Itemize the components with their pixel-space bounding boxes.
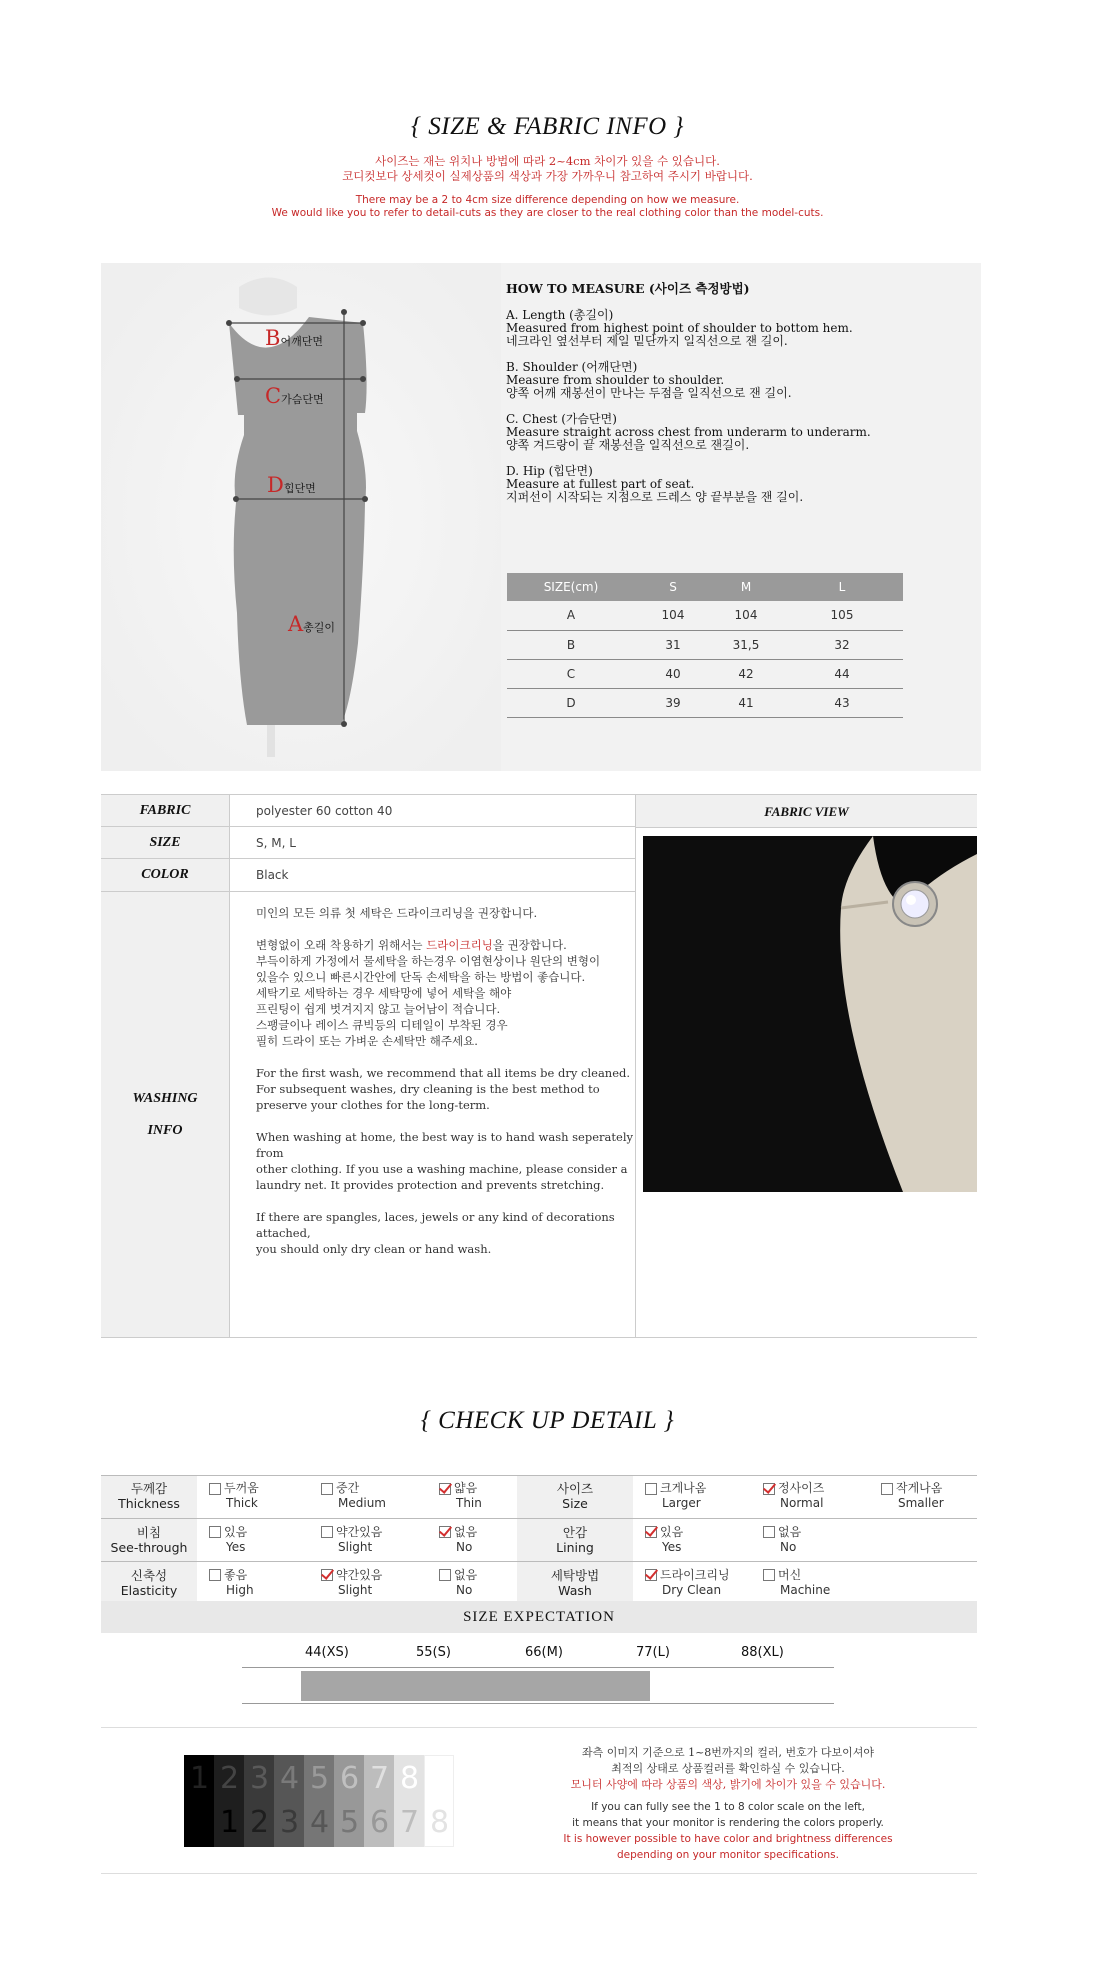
checkup-row-thickness bbox=[101, 1475, 977, 1518]
size-expectation-title: SIZE EXPECTATION bbox=[101, 1601, 977, 1633]
checked-checkbox-icon[interactable] bbox=[645, 1569, 657, 1581]
measure-item-d: D. Hip (힙단면) Measure at fullest part of seat. 지퍼선이 시작되는 지점으로 드레스 양 끝부분을 잰 길이. bbox=[506, 464, 804, 504]
checkbox-icon[interactable] bbox=[209, 1483, 221, 1495]
checkbox-icon[interactable] bbox=[321, 1483, 333, 1495]
checkbox-icon[interactable] bbox=[763, 1526, 775, 1538]
category-size: 사이즈 Size bbox=[517, 1475, 633, 1518]
color-label: COLOR bbox=[101, 859, 229, 892]
checkup-row-see-through bbox=[101, 1518, 977, 1561]
size-label-l: 77(L) bbox=[636, 1645, 670, 1660]
scale-number: 2 bbox=[220, 1761, 240, 1796]
option-yes[interactable]: 있음 Yes bbox=[197, 1518, 309, 1561]
divider bbox=[101, 1873, 977, 1874]
option-lining-yes[interactable]: 있음 Yes bbox=[633, 1518, 751, 1561]
empty-cell bbox=[869, 1561, 977, 1604]
size-table bbox=[507, 573, 903, 718]
scale-number: 3 bbox=[250, 1761, 270, 1796]
size-value: S, M, L bbox=[229, 827, 635, 859]
scale-number: 3 bbox=[280, 1805, 300, 1840]
notice-ko-2: 코디컷보다 상세컷이 실제상품의 색상과 가장 가까우니 참고하여 주시기 바랍니다. bbox=[342, 169, 753, 183]
table-row: B 31 31,5 32 bbox=[507, 630, 903, 659]
scale-number: 8 bbox=[400, 1761, 420, 1796]
option-smaller[interactable]: 작게나옴 Smaller bbox=[869, 1475, 977, 1518]
fabric-bottom-rule bbox=[101, 1337, 977, 1338]
option-high[interactable]: 좋음 High bbox=[197, 1561, 309, 1604]
checked-checkbox-icon[interactable] bbox=[439, 1483, 451, 1495]
scale-number: 6 bbox=[370, 1805, 390, 1840]
option-thick[interactable]: 두꺼움 Thick bbox=[197, 1475, 309, 1518]
checked-checkbox-icon[interactable] bbox=[763, 1483, 775, 1495]
checkup-row-elasticity bbox=[101, 1561, 977, 1604]
category-see-through: 비침 See-through bbox=[101, 1518, 197, 1561]
checkbox-icon[interactable] bbox=[645, 1483, 657, 1495]
option-thin[interactable]: 얇음 Thin bbox=[427, 1475, 517, 1518]
divider bbox=[101, 1727, 977, 1728]
how-to-measure-heading: HOW TO MEASURE (사이즈 측정방법) bbox=[506, 281, 750, 296]
label-c: C가슴단면 bbox=[265, 384, 324, 408]
fabric-view-image bbox=[643, 836, 977, 1192]
monitor-notice: 좌측 이미지 기준으로 1~8번까지의 컬러, 번호가 다보이셔야 최적의 상태로 상품컬러를 확인하실 수 있습니다. 모니터 사양에 따라 상품의 색상, 밝기에 차이가 있을 수 있습니다. If you can fully see the 1 to 8 color scale on the left, it means that your monitor is rendering the colors properly. It is however possible to have color and brightness differences depending on your monitor specifications. bbox=[563, 1746, 893, 1861]
scale-number: 7 bbox=[370, 1761, 390, 1796]
gray-scale-chart bbox=[184, 1755, 456, 1847]
checked-checkbox-icon[interactable] bbox=[439, 1526, 451, 1538]
table-row: D 39 41 43 bbox=[507, 688, 903, 717]
scale-number: 5 bbox=[340, 1805, 360, 1840]
checked-checkbox-icon[interactable] bbox=[321, 1569, 333, 1581]
scale-number: 4 bbox=[280, 1761, 300, 1796]
option-elastic-slight[interactable]: 약간있음 Slight bbox=[309, 1561, 427, 1604]
page-title: { SIZE & FABRIC INFO } bbox=[411, 113, 684, 140]
washing-info: 미인의 모든 의류 첫 세탁은 드라이크리닝을 권장합니다. 변형없이 오래 착용하기 위해서는 드라이크리닝을 권장합니다. 부득이하게 가정에서 물세탁을 하는경우 이염현상이나 원단의 변형이 있을수 있으니 빠른시간안에 단독 손세탁을 하는 방법이 좋습니다. 세탁기로 세탁하는 경우 세탁망에 넣어 세탁을 해야 프린팅이 쉽게 벗겨지지 않고 늘어남이 적습니다. 스팽글이나 레이스 큐빅등의 디테일이 부착된 경우 필히 드라이 또는 가벼운 손세탁만 해주세요. For the first wash, we recommend that all items be dry cleaned. For subsequent washes, dry cleaning is the best method to preserve your clothes for the long-term. When washing at home, the best way is to hand wash seperately from other clothing. If you use a washing machine, please consider a laundry net. It provides protection and prevents stretching. If there are spangles, laces, jewels or any kind of decorations attached, you should only dry clean or hand wash. bbox=[256, 905, 636, 1257]
notice-ko-1: 사이즈는 재는 위치나 방법에 따라 2~4cm 차이가 있을 수 있습니다. bbox=[375, 154, 720, 168]
table-row: A 104 104 105 bbox=[507, 601, 903, 630]
option-dry-clean[interactable]: 드라이크리닝 Dry Clean bbox=[633, 1561, 751, 1604]
size-table-header: SIZE(cm) S M L bbox=[507, 573, 903, 601]
size-label-m: 66(M) bbox=[525, 1645, 563, 1660]
label-b: B어깨단면 bbox=[265, 326, 323, 350]
size-label-s: 55(S) bbox=[416, 1645, 451, 1660]
washing-label: WASHING INFO bbox=[101, 892, 229, 1337]
option-slight[interactable]: 약간있음 Slight bbox=[309, 1518, 427, 1561]
scale-number: 4 bbox=[310, 1805, 330, 1840]
checked-checkbox-icon[interactable] bbox=[645, 1526, 657, 1538]
scale-number: 8 bbox=[430, 1805, 450, 1840]
measure-item-b: B. Shoulder (어깨단면) Measure from shoulder to shoulder. 양쪽 어깨 재봉선이 만나는 두점을 일직선으로 잰 길이. bbox=[506, 360, 792, 400]
option-machine[interactable]: 머신 Machine bbox=[751, 1561, 869, 1604]
fabric-label: FABRIC bbox=[101, 795, 229, 827]
measure-panel bbox=[101, 263, 981, 771]
checkbox-icon[interactable] bbox=[209, 1526, 221, 1538]
scale-number: 2 bbox=[250, 1805, 270, 1840]
checkbox-icon[interactable] bbox=[763, 1569, 775, 1581]
notice-en-2: We would like you to refer to detail-cuts as they are closer to the real clothing color than the model-cuts. bbox=[271, 207, 824, 219]
option-no[interactable]: 없음 No bbox=[427, 1518, 517, 1561]
scale-number: 7 bbox=[400, 1805, 420, 1840]
fabric-value: polyester 60 cotton 40 bbox=[229, 795, 635, 827]
option-normal[interactable]: 정사이즈 Normal bbox=[751, 1475, 869, 1518]
washing-ko-emphasis: 변형없이 오래 착용하기 위해서는 드라이크리닝을 권장합니다. bbox=[256, 938, 567, 952]
category-elasticity: 신축성 Elasticity bbox=[101, 1561, 197, 1604]
size-label-xs: 44(XS) bbox=[305, 1645, 349, 1660]
checkbox-icon[interactable] bbox=[439, 1569, 451, 1581]
checkup-table bbox=[101, 1475, 977, 1605]
checkup-title: { CHECK UP DETAIL } bbox=[420, 1407, 675, 1434]
notice-en-1: There may be a 2 to 4cm size difference depending on how we measure. bbox=[355, 194, 740, 206]
option-larger[interactable]: 크게나옴 Larger bbox=[633, 1475, 751, 1518]
scale-number: 1 bbox=[220, 1805, 240, 1840]
category-thickness: 두께감 Thickness bbox=[101, 1475, 197, 1518]
checkbox-icon[interactable] bbox=[881, 1483, 893, 1495]
size-expectation-track bbox=[242, 1667, 834, 1704]
scale-number: 1 bbox=[190, 1761, 210, 1796]
size-label: SIZE bbox=[101, 827, 229, 859]
option-medium[interactable]: 중간 Medium bbox=[309, 1475, 427, 1518]
scale-number: 5 bbox=[310, 1761, 330, 1796]
checkbox-icon[interactable] bbox=[321, 1526, 333, 1538]
color-value: Black bbox=[229, 859, 635, 892]
label-d: D힙단면 bbox=[267, 473, 316, 497]
size-expectation-range bbox=[301, 1671, 650, 1701]
fabric-view-label: FABRIC VIEW bbox=[636, 795, 977, 828]
how-to-measure bbox=[506, 279, 966, 504]
option-elastic-no[interactable]: 없음 No bbox=[427, 1561, 517, 1604]
category-lining: 안감 Lining bbox=[517, 1518, 633, 1561]
checkbox-icon[interactable] bbox=[209, 1569, 221, 1581]
category-wash: 세탁방법 Wash bbox=[517, 1561, 633, 1604]
size-label-xl: 88(XL) bbox=[741, 1645, 784, 1660]
empty-cell bbox=[869, 1518, 977, 1561]
measure-item-c: C. Chest (가슴단면) Measure straight across chest from underarm to underarm. 양쪽 겨드랑이 끝 재봉선을 일직선으로 잰길이. bbox=[506, 412, 871, 452]
fabric-divider bbox=[229, 795, 230, 1337]
label-a: A총길이 bbox=[288, 612, 336, 636]
checkup-top-rule bbox=[101, 1475, 977, 1476]
option-lining-no[interactable]: 없음 No bbox=[751, 1518, 869, 1561]
table-row: C 40 42 44 bbox=[507, 659, 903, 688]
scale-number: 6 bbox=[340, 1761, 360, 1796]
measure-item-a: A. Length (총길이) Measured from highest point of shoulder to bottom hem. 네크라인 옆선부터 제일 밑단까지 일직선으로 잰 길이. bbox=[506, 308, 853, 348]
